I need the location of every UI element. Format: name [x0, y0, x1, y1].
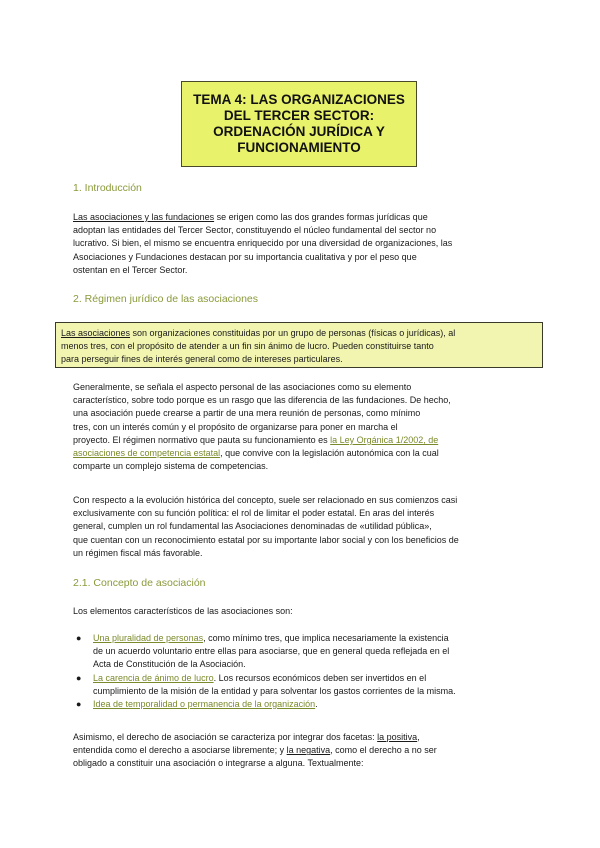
text-line: Con respecto a la evolución histórica del concepto, suele ser relacionado en sus comienzos casi	[73, 495, 458, 505]
text-run: . Los recursos económicos deben ser invertidos en el	[213, 672, 427, 683]
text-line: exclusivamente con su función política: el rol de limitar el poder estatal. En aras del interés	[73, 508, 435, 519]
text-line: Asociaciones y Fundaciones destacan por su importancia cualitativa y por el peso que	[73, 251, 417, 262]
text-run: , que convive con la legislación autonómica con la cual	[220, 448, 439, 459]
bullet-icon: ●	[76, 672, 82, 683]
text-line: general, cumplen un rol fundamental las Asociaciones denominadas de «utilidad pública»,	[73, 521, 432, 532]
list-item	[73, 698, 526, 711]
text-run: entendida como el derecho a asociarse libremente; y	[73, 745, 287, 756]
text-line: característico, sobre todo porque es un rasgo que las diferencia de las fundaciones. De hecho,	[73, 395, 451, 406]
paragraph-evolucion-historica	[73, 494, 526, 560]
title-line: DEL TERCER SECTOR:	[223, 108, 375, 123]
text-line: tres, con un interés común y el propósito de organizarse para poner en marcha el	[73, 421, 398, 432]
text-line: adoptan las entidades del Tercer Sector, constituyendo el núcleo fundamental del sector no	[73, 225, 437, 236]
section-heading-regimen: 2. Régimen jurídico de las asociaciones	[73, 293, 259, 305]
underlined-term: Las asociaciones y las fundaciones	[73, 212, 215, 222]
text-line: un régimen fiscal más favorable.	[73, 547, 203, 558]
title-line: ORDENACIÓN JURÍDICA Y	[213, 124, 385, 139]
text-line: una asociación puede crearse a partir de una mera reunión de personas, como mínimo	[73, 408, 421, 419]
text-line: comparte un complejo sistema de competencias.	[73, 461, 269, 472]
text-line: menos tres, con el propósito de atender a un fin sin ánimo de lucro. Pueden constituirse tanto	[61, 341, 434, 351]
elements-list	[73, 632, 526, 711]
list-item	[73, 672, 526, 698]
title-line: TEMA 4: LAS ORGANIZACIONES	[193, 92, 405, 107]
title-line: FUNCIONAMIENTO	[237, 140, 361, 155]
underlined-term: la negativa	[286, 745, 331, 756]
ley-organica-link[interactable]: la Ley Orgánica 1/2002, de	[330, 434, 439, 445]
text-line: Generalmente, se señala el aspecto personal de las asociaciones como su elemento	[73, 382, 412, 392]
paragraph-aspecto-personal	[73, 381, 526, 473]
text-line: obligado a constituir una asociación o integrarse a alguna. Textualmente:	[73, 758, 364, 769]
text-line: lucrativo. Si bien, el mismo se encuentra enriquecido por una diversidad de organizaciones, las	[73, 238, 453, 249]
paragraph-derecho-asociacion	[73, 731, 526, 771]
bullet-icon: ●	[76, 699, 82, 710]
underlined-term: la positiva	[377, 732, 418, 742]
temporalidad-link[interactable]: Idea de temporalidad o permanencia de la organización	[93, 699, 316, 710]
carencia-lucro-link[interactable]: La carencia de ánimo de lucro	[93, 672, 214, 683]
section-heading-concepto: 2.1. Concepto de asociación	[73, 577, 206, 589]
title-box	[181, 81, 417, 167]
text-run: se erigen como las dos grandes formas jurídicas que	[214, 212, 428, 222]
document-title	[193, 92, 405, 156]
underlined-term: Las asociaciones	[61, 328, 131, 338]
text-run: , como el derecho a no ser	[330, 745, 437, 756]
text-run: Asimismo, el derecho de asociación se caracteriza por integrar dos facetas:	[73, 732, 378, 742]
text-line: ostentan en el Tercer Sector.	[73, 264, 188, 275]
text-run: proyecto. El régimen normativo que pauta su funcionamiento es	[73, 434, 331, 445]
section-heading-introduccion: 1. Introducción	[73, 182, 142, 194]
text-line: cumplimiento de la misión de la entidad y para solventar los gastos corrientes de la misma.	[93, 685, 456, 696]
text-line: para perseguir fines de interés general como de intereses particulares.	[61, 354, 343, 364]
text-line: que cuentan con un reconocimiento estatal por su importante labor social y con los beneficios de	[73, 534, 459, 545]
elements-intro: Los elementos característicos de las asociaciones son:	[73, 606, 293, 616]
text-run: ,	[417, 732, 420, 742]
text-run: .	[315, 699, 318, 710]
text-run: , como mínimo tres, que implica necesariamente la existencia	[203, 633, 449, 643]
definition-box	[55, 322, 543, 368]
text-line: de un acuerdo voluntario entre ellas para asociarse, que en general queda reflejada en el	[93, 646, 450, 657]
intro-paragraph	[73, 211, 526, 277]
list-item	[73, 632, 526, 672]
text-line: Acta de Constitución de la Asociación.	[93, 659, 246, 670]
text-run: son organizaciones constituidas por un grupo de personas (físicas o jurídicas), al	[130, 328, 456, 338]
pluralidad-link[interactable]: Una pluralidad de personas	[93, 633, 204, 643]
bullet-icon: ●	[76, 633, 82, 643]
ley-organica-link-cont[interactable]: asociaciones de competencia estatal	[73, 448, 221, 459]
